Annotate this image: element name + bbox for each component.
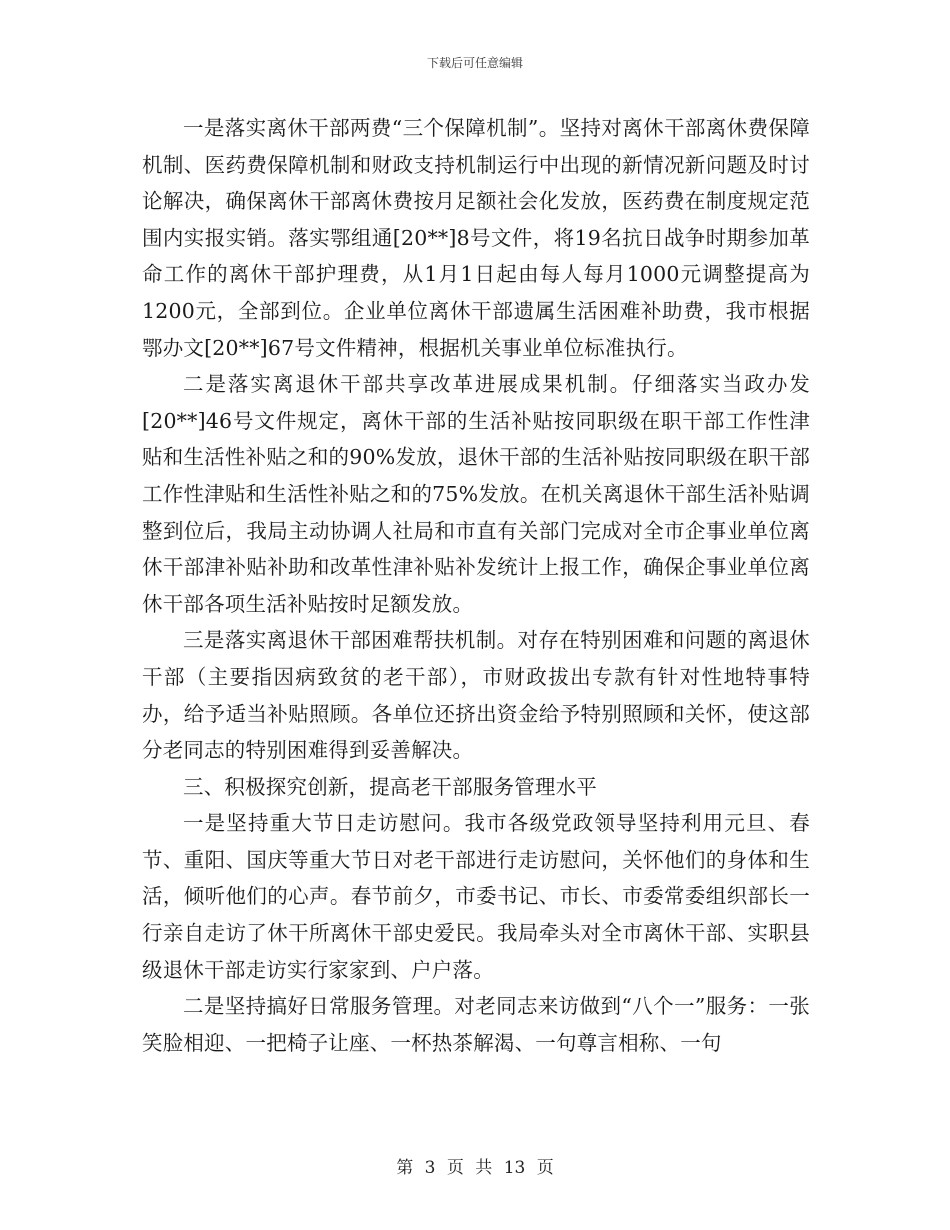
paragraph-2: 二是落实离退休干部共享改革进展成果机制。仔细落实当政办发[20**]46号文件规定，离休干部的生活补贴按同职级在职干部工作性津贴和生活性补贴之和的90%发放，退休干部的生活补贴按同职级在职干部工作性津贴和生活性补贴之和的75%发放。在机关离退休干部生活补贴调整到位后，我局主动协调人社局和市直有关部门完成对全市企事业单位离休干部津补贴补助和改革性津补贴补发统计上报工作，确保企事业单位离休干部各项生活补贴按时足额发放。 (142, 372, 810, 616)
section-heading: 三、积极探究创新，提高老干部服务管理水平 (183, 774, 597, 799)
document-body (142, 110, 810, 1061)
page-header: 下载后可任意编辑 (426, 56, 523, 70)
paragraph-1: 一是落实离休干部两费“三个保障机制”。坚持对离休干部离休费保障机制、医药费保障机制和财政支持机制运行中出现的新情况新问题及时讨论解决，确保离休干部离休费按月足额社会化发放，医药费在制度规定范围内实报实销。落实鄂组通[20**]8号文件，将19名抗日战争时期参加革命工作的离休干部护理费，从1月1日起由每人每月1000元调整提高为1200元，全部到位。企业单位离休干部遗属生活困难补助费，我市根据鄂办文[20**]67号文件精神，根据机关事业单位标准执行。 (142, 116, 810, 360)
paragraph-5: 二是坚持搞好日常服务管理。对老同志来访做到“八个一”服务：一张笑脸相迎、一把椅子让座、一杯热茶解渴、一句尊言相称、一句 (142, 994, 810, 1055)
paragraph-3: 三是落实离退休干部困难帮扶机制。对存在特别困难和问题的离退休干部（主要指因病致贫的老干部），市财政拔出专款有针对性地特事特办，给予适当补贴照顾。各单位还挤出资金给予特别照顾和关怀，使这部分老同志的特别困难得到妥善解决。 (142, 628, 810, 763)
page-number: 第 3 页 共 13 页 (396, 1158, 554, 1178)
paragraph-4: 一是坚持重大节日走访慰问。我市各级党政领导坚持利用元旦、春节、重阳、国庆等重大节日对老干部进行走访慰问，关怀他们的身体和生活，倾听他们的心声。春节前夕，市委书记、市长、市委常委组织部长一行亲自走访了休干所离休干部史爱民。我局牵头对全市离休干部、实职县级退休干部走访实行家家到、户户落。 (142, 811, 810, 982)
